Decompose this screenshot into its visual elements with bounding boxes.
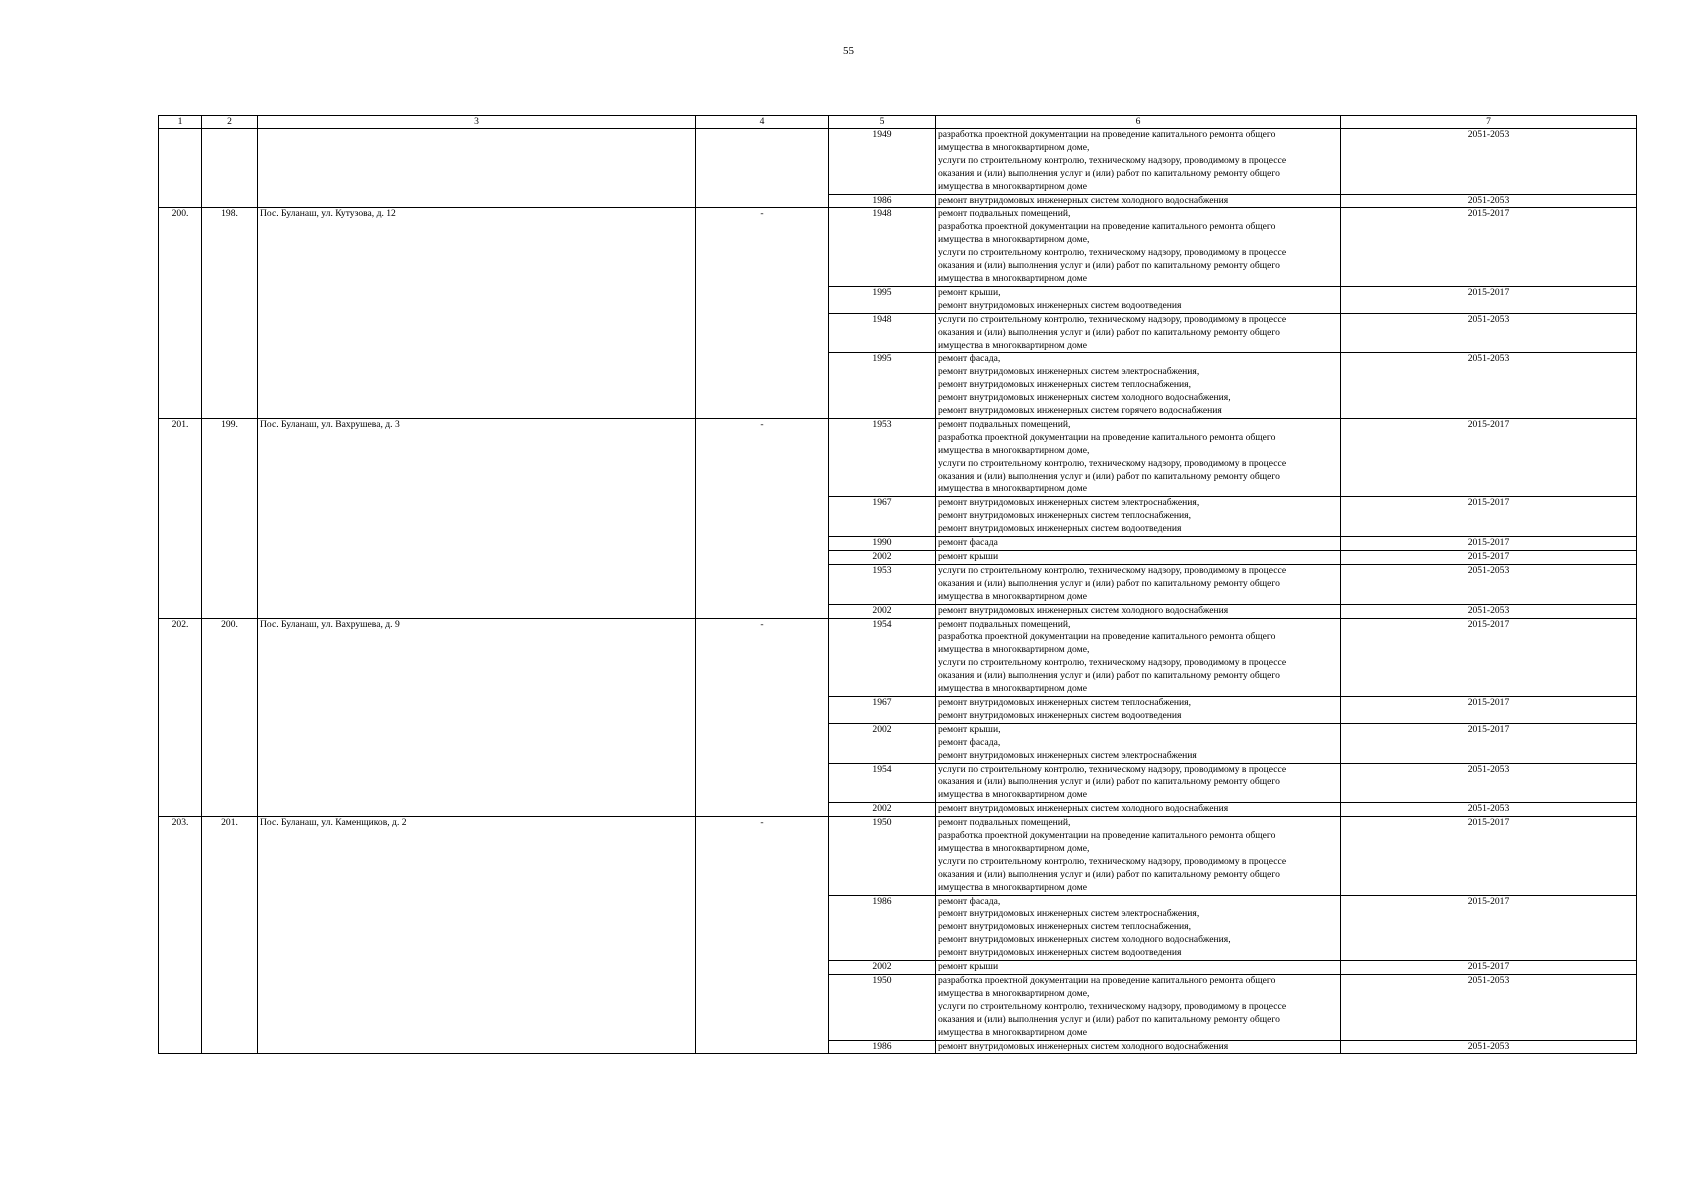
period-cell: 2015-2017 bbox=[1341, 286, 1637, 313]
col4-cell: - bbox=[696, 208, 829, 419]
year-cell: 2002 bbox=[829, 803, 936, 817]
work-description: ремонт подвальных помещений, разработка проектной документации на проведение капитального ремонта общего имущества в многоквартирном доме, услуги по строительному контролю, техническому надзору, проводимому в процессе оказания и (или) выполнения услуг и (или) работ по капитальному ремонту общего имущества в многоквартирном доме bbox=[936, 618, 1341, 696]
year-cell: 1948 bbox=[829, 313, 936, 353]
year-cell: 1986 bbox=[829, 1040, 936, 1054]
entry-number: 200. bbox=[159, 208, 202, 419]
year-cell: 1990 bbox=[829, 537, 936, 551]
header-col-7: 7 bbox=[1341, 116, 1637, 129]
period-cell: 2015-2017 bbox=[1341, 817, 1637, 895]
work-description: услуги по строительному контролю, техническому надзору, проводимому в процессе оказания и (или) выполнения услуг и (или) работ по капитальному ремонту общего имущества в многоквартирном доме bbox=[936, 564, 1341, 604]
period-cell: 2051-2053 bbox=[1341, 194, 1637, 208]
year-cell: 1954 bbox=[829, 763, 936, 803]
col4-cell: - bbox=[696, 817, 829, 1054]
work-description: ремонт внутридомовых инженерных систем теплоснабжения, ремонт внутридомовых инженерных систем водоотведения bbox=[936, 696, 1341, 723]
sub-number: 201. bbox=[202, 817, 258, 1054]
work-description: ремонт фасада, ремонт внутридомовых инженерных систем электроснабжения, ремонт внутридомовых инженерных систем теплоснабжения, ремонт внутридомовых инженерных систем холодного водоснабжения, ремонт внутридомовых инженерных систем горячего водоснабжения bbox=[936, 353, 1341, 419]
address-cell: Пос. Буланаш, ул. Вахрушева, д. 9 bbox=[258, 618, 696, 817]
work-description: ремонт крыши, ремонт фасада, ремонт внутридомовых инженерных систем электроснабжения bbox=[936, 723, 1341, 763]
year-cell: 2002 bbox=[829, 604, 936, 618]
page-number: 55 bbox=[843, 45, 854, 57]
period-cell: 2015-2017 bbox=[1341, 537, 1637, 551]
work-description: ремонт подвальных помещений, разработка проектной документации на проведение капитального ремонта общего имущества в многоквартирном доме, услуги по строительному контролю, техническому надзору, проводимому в процессе оказания и (или) выполнения услуг и (или) работ по капитальному ремонту общего имущества в многоквартирном доме bbox=[936, 817, 1341, 895]
work-description: разработка проектной документации на проведение капитального ремонта общего имущества в многоквартирном доме, услуги по строительному контролю, техническому надзору, проводимому в процессе оказания и (или) выполнения услуг и (или) работ по капитальному ремонту общего имущества в многоквартирном доме bbox=[936, 975, 1341, 1041]
header-col-4: 4 bbox=[696, 116, 829, 129]
work-description: ремонт подвальных помещений, разработка проектной документации на проведение капитального ремонта общего имущества в многоквартирном доме, услуги по строительному контролю, техническому надзору, проводимому в процессе оказания и (или) выполнения услуг и (или) работ по капитальному ремонту общего имущества в многоквартирном доме bbox=[936, 418, 1341, 496]
entry-number bbox=[159, 129, 202, 208]
entry-number: 201. bbox=[159, 418, 202, 618]
year-cell: 1953 bbox=[829, 564, 936, 604]
work-description: ремонт внутридомовых инженерных систем холодного водоснабжения bbox=[936, 604, 1341, 618]
year-cell: 1995 bbox=[829, 286, 936, 313]
period-cell: 2051-2053 bbox=[1341, 353, 1637, 419]
year-cell: 1995 bbox=[829, 353, 936, 419]
work-description: ремонт внутридомовых инженерных систем холодного водоснабжения bbox=[936, 1040, 1341, 1054]
work-description: ремонт фасада bbox=[936, 537, 1341, 551]
work-description: ремонт крыши, ремонт внутридомовых инженерных систем водоотведения bbox=[936, 286, 1341, 313]
col4-cell: - bbox=[696, 418, 829, 618]
sub-number: 198. bbox=[202, 208, 258, 419]
period-cell: 2051-2053 bbox=[1341, 129, 1637, 195]
header-col-5: 5 bbox=[829, 116, 936, 129]
work-description: ремонт крыши bbox=[936, 961, 1341, 975]
table-body bbox=[159, 129, 1637, 1054]
work-description: ремонт крыши bbox=[936, 551, 1341, 565]
work-description: разработка проектной документации на проведение капитального ремонта общего имущества в многоквартирном доме, услуги по строительному контролю, техническому надзору, проводимому в процессе оказания и (или) выполнения услуг и (или) работ по капитальному ремонту общего имущества в многоквартирном доме bbox=[936, 129, 1341, 195]
table-row bbox=[159, 418, 1637, 496]
period-cell: 2015-2017 bbox=[1341, 961, 1637, 975]
period-cell: 2015-2017 bbox=[1341, 497, 1637, 537]
period-cell: 2015-2017 bbox=[1341, 208, 1637, 286]
sub-number bbox=[202, 129, 258, 208]
work-description: ремонт внутридомовых инженерных систем холодного водоснабжения bbox=[936, 803, 1341, 817]
work-description: ремонт подвальных помещений, разработка проектной документации на проведение капитального ремонта общего имущества в многоквартирном доме, услуги по строительному контролю, техническому надзору, проводимому в процессе оказания и (или) выполнения услуг и (или) работ по капитальному ремонту общего имущества в многоквартирном доме bbox=[936, 208, 1341, 286]
period-cell: 2051-2053 bbox=[1341, 1040, 1637, 1054]
year-cell: 2002 bbox=[829, 551, 936, 565]
col4-cell bbox=[696, 129, 829, 208]
period-cell: 2051-2053 bbox=[1341, 604, 1637, 618]
year-cell: 1950 bbox=[829, 975, 936, 1041]
col4-cell: - bbox=[696, 618, 829, 817]
work-description: ремонт внутридомовых инженерных систем холодного водоснабжения bbox=[936, 194, 1341, 208]
table-row bbox=[159, 618, 1637, 696]
year-cell: 1953 bbox=[829, 418, 936, 496]
year-cell: 1967 bbox=[829, 696, 936, 723]
work-description: услуги по строительному контролю, техническому надзору, проводимому в процессе оказания и (или) выполнения услуг и (или) работ по капитальному ремонту общего имущества в многоквартирном доме bbox=[936, 313, 1341, 353]
capital-repair-table bbox=[158, 115, 1637, 1054]
header-row bbox=[159, 116, 1637, 129]
entry-number: 202. bbox=[159, 618, 202, 817]
period-cell: 2015-2017 bbox=[1341, 696, 1637, 723]
entry-number: 203. bbox=[159, 817, 202, 1054]
address-cell: Пос. Буланаш, ул. Кутузова, д. 12 bbox=[258, 208, 696, 419]
year-cell: 1986 bbox=[829, 194, 936, 208]
sub-number: 199. bbox=[202, 418, 258, 618]
work-description: ремонт внутридомовых инженерных систем электроснабжения, ремонт внутридомовых инженерных систем теплоснабжения, ремонт внутридомовых инженерных систем водоотведения bbox=[936, 497, 1341, 537]
year-cell: 2002 bbox=[829, 961, 936, 975]
period-cell: 2015-2017 bbox=[1341, 551, 1637, 565]
table-row bbox=[159, 817, 1637, 895]
year-cell: 1949 bbox=[829, 129, 936, 195]
table-row bbox=[159, 208, 1637, 286]
year-cell: 1948 bbox=[829, 208, 936, 286]
period-cell: 2051-2053 bbox=[1341, 803, 1637, 817]
year-cell: 1950 bbox=[829, 817, 936, 895]
header-col-3: 3 bbox=[258, 116, 696, 129]
year-cell: 1967 bbox=[829, 497, 936, 537]
period-cell: 2051-2053 bbox=[1341, 564, 1637, 604]
year-cell: 1986 bbox=[829, 895, 936, 961]
period-cell: 2051-2053 bbox=[1341, 975, 1637, 1041]
header-col-6: 6 bbox=[936, 116, 1341, 129]
period-cell: 2051-2053 bbox=[1341, 763, 1637, 803]
header-col-2: 2 bbox=[202, 116, 258, 129]
header-col-1: 1 bbox=[159, 116, 202, 129]
period-cell: 2015-2017 bbox=[1341, 618, 1637, 696]
address-cell: Пос. Буланаш, ул. Каменщиков, д. 2 bbox=[258, 817, 696, 1054]
table-row bbox=[159, 129, 1637, 195]
work-description: услуги по строительному контролю, техническому надзору, проводимому в процессе оказания и (или) выполнения услуг и (или) работ по капитальному ремонту общего имущества в многоквартирном доме bbox=[936, 763, 1341, 803]
work-description: ремонт фасада, ремонт внутридомовых инженерных систем электроснабжения, ремонт внутридомовых инженерных систем теплоснабжения, ремонт внутридомовых инженерных систем холодного водоснабжения, ремонт внутридомовых инженерных систем водоотведения bbox=[936, 895, 1341, 961]
address-cell bbox=[258, 129, 696, 208]
period-cell: 2015-2017 bbox=[1341, 723, 1637, 763]
period-cell: 2015-2017 bbox=[1341, 895, 1637, 961]
sub-number: 200. bbox=[202, 618, 258, 817]
period-cell: 2051-2053 bbox=[1341, 313, 1637, 353]
year-cell: 2002 bbox=[829, 723, 936, 763]
year-cell: 1954 bbox=[829, 618, 936, 696]
period-cell: 2015-2017 bbox=[1341, 418, 1637, 496]
table-header bbox=[159, 116, 1637, 129]
address-cell: Пос. Буланаш, ул. Вахрушева, д. 3 bbox=[258, 418, 696, 618]
